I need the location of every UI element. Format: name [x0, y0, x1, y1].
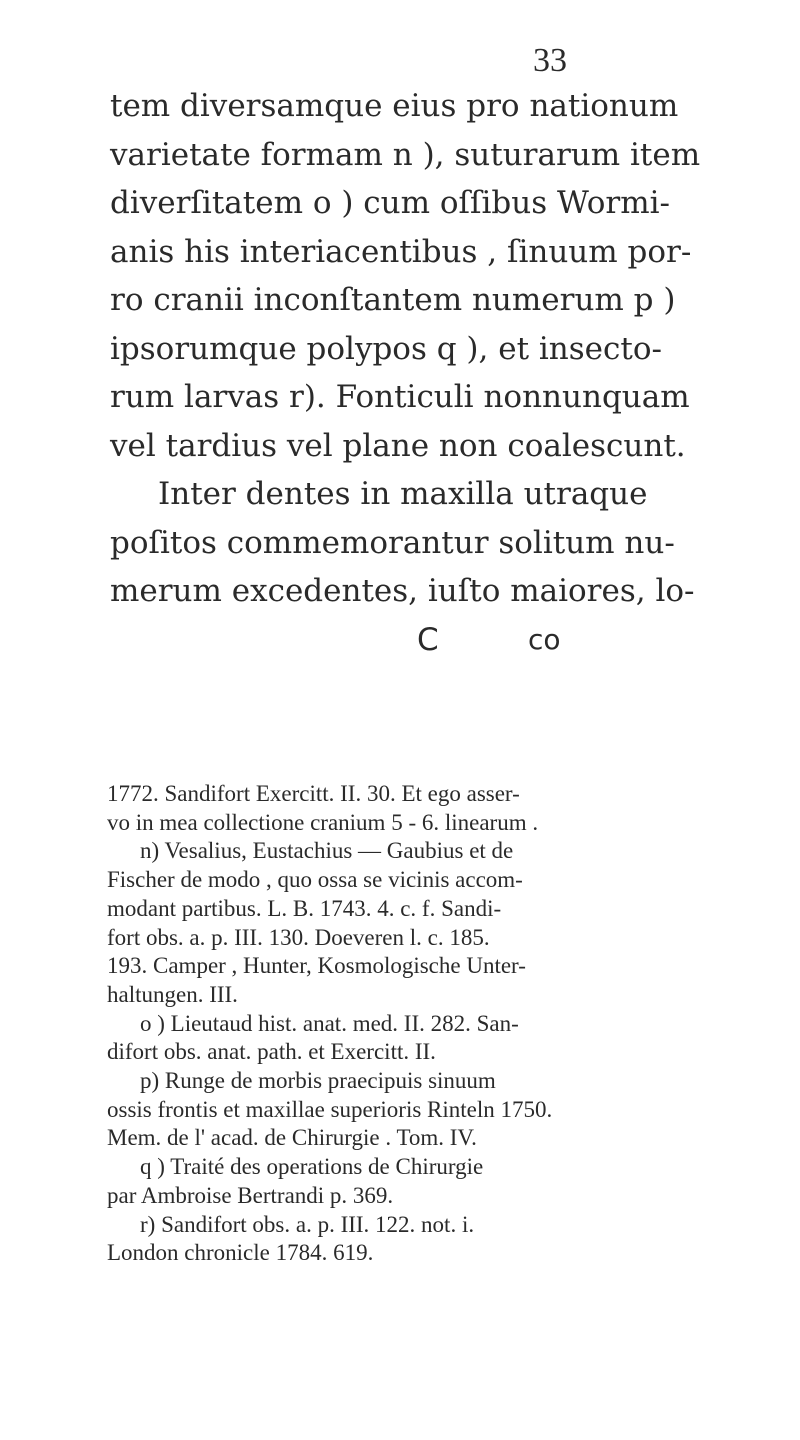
- footnote-line: Fischer de modo , quo ossa se vicinis accom-: [107, 867, 523, 893]
- footnote-line: par Ambroise Bertrandi p. 369.: [107, 1182, 394, 1208]
- footnote-line: 1772. Sandifort Exercitt. II. 30. Et ego asser-: [107, 781, 520, 806]
- footnote-line: modant partibus. L. B. 1743. 4. c. f. Sandi-: [107, 895, 502, 921]
- text-line: merum excedentes, iuſto maiores, lo-: [110, 573, 695, 609]
- footnote-line: o ) Lieutaud hist. anat. med. II. 282. San-: [140, 1010, 519, 1036]
- catchword-line: [110, 616, 710, 664]
- footnote-line: p) Runge de morbis praecipuis sinuum: [140, 1068, 496, 1094]
- footnote-line: Mem. de l' acad. de Chirurgie . Tom. IV.: [107, 1125, 477, 1151]
- text-line: varietate formam n ), suturarum item: [110, 136, 701, 173]
- main-text-block: [110, 82, 710, 664]
- footnote-line: r) Sandifort obs. a. p. III. 122. not. i.: [140, 1211, 475, 1237]
- text-line: rum larvas r). Fonticuli nonnunquam: [110, 379, 690, 415]
- text-line: vel tardius vel plane non coalescunt.: [110, 427, 686, 464]
- text-line: diverſitatem o ) cum oſſibus Wormi-: [110, 185, 670, 221]
- text-line: Inter dentes in maxilla utraque: [158, 476, 648, 512]
- footnote-line: q ) Traité des operations de Chirurgie: [140, 1154, 484, 1180]
- footnote-line: haltungen. III.: [107, 981, 238, 1007]
- page-number: 33: [533, 42, 567, 79]
- footnote-line: 193. Camper , Hunter, Kosmologische Unter-: [107, 953, 526, 979]
- footnote-line: fort obs. a. p. III. 130. Doeveren l. c. 185.: [107, 924, 490, 950]
- footnote-line: London chronicle 1784. 619.: [107, 1240, 374, 1266]
- catchword: co: [528, 622, 561, 656]
- footnotes-block: [107, 780, 717, 1268]
- footnote-line: difort obs. anat. path. et Exercitt. II.: [107, 1039, 436, 1065]
- text-line: ro cranii inconſtantem numerum p ): [110, 282, 676, 318]
- footnote-line: ossis frontis et maxillae superioris Rinteln 1750.: [107, 1096, 553, 1122]
- text-line: ipsorumque polypos q ), et insecto-: [110, 330, 662, 367]
- signature-mark: C: [417, 621, 439, 658]
- text-line: tem diversamque eius pro nationum: [110, 88, 679, 124]
- text-line: poſitos commemorantur solitum nu-: [110, 524, 675, 561]
- footnote-line: vo in mea collectione cranium 5 - 6. linearum .: [107, 809, 539, 835]
- footnote-line: n) Vesalius, Eustachius — Gaubius et de: [140, 838, 514, 864]
- text-line: anis his interiacentibus , ſinuum por-: [110, 233, 692, 270]
